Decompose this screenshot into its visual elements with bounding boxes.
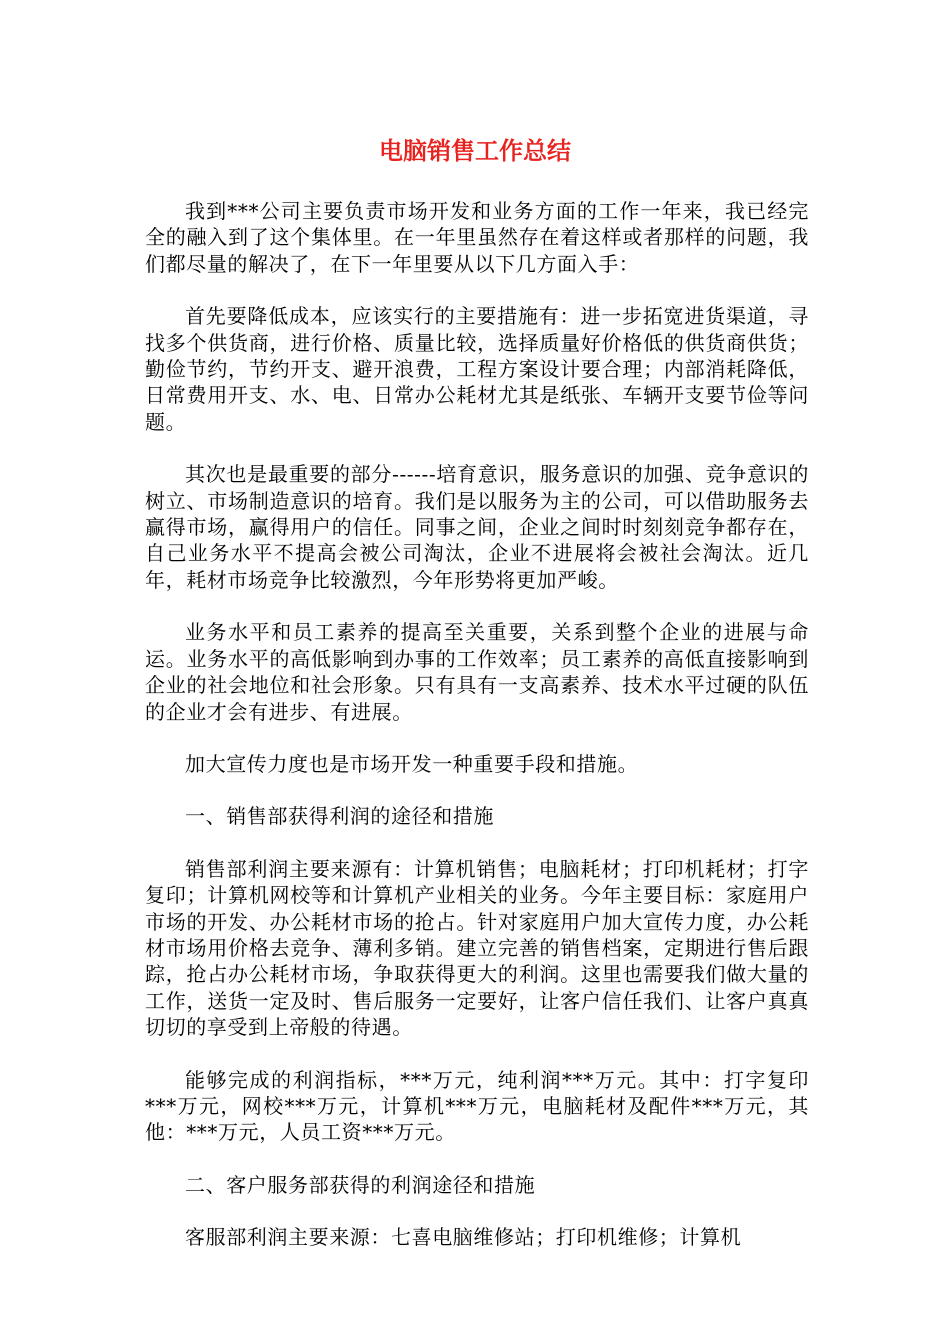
section-heading-service: 二、客户服务部获得的利润途径和措施 [185,1172,536,1197]
paragraph-sales-sources: 销售部利润主要来源有：计算机销售；电脑耗材；打印机耗材；打字复印；计算机网校等和计算机产业相关的业务。今年主要目标：家庭用户市场的开发、办公耗材市场的抢占。针对家庭用户加大宣传力度，办公耗材市场用价格去竞争、薄利多销。建立完善的销售档案，定期进行售后跟踪，抢占办公耗材市场，争取获得更大的利润。这里也需要我们做大量的工作，送货一定及时、售后服务一定要好，让客户信任我们、让客户真真切切的享受到上帝般的待遇。 [145,856,809,1040]
paragraph-intro: 我到***公司主要负责市场开发和业务方面的工作一年来，我已经完全的融入到了这个集体里。在一年里虽然存在着这样或者那样的问题，我们都尽量的解决了，在下一年里要从以下几方面入手： [145,199,809,276]
paragraph-publicity: 加大宣传力度也是市场开发一种重要手段和措施。 [185,751,639,776]
paragraph-awareness: 其次也是最重要的部分------培育意识，服务意识的加强、竞争意识的树立、市场制造意识的培育。我们是以服务为主的公司，可以借助服务去赢得市场，赢得用户的信任。同事之间，企业之间时时刻刻竞争都存在，自己业务水平不提高会被公司淘汰，企业不进展将会被社会淘汰。近几年，耗材市场竞争比较激烈，今年形势将更加严峻。 [145,462,809,592]
paragraph-cost-reduction: 首先要降低成本，应该实行的主要措施有：进一步拓宽进货渠道，寻找多个供货商，进行价格、质量比较，选择质量好价格低的供货商供货；勤俭节约，节约开支、避开浪费，工程方案设计要合理；内部消耗降低，日常费用开支、水、电、日常办公耗材尤其是纸张、车辆开支要节俭等问题。 [145,304,809,434]
paragraph-profit-targets: 能够完成的利润指标，***万元，纯利润***万元。其中：打字复印***万元，网校***万元，计算机***万元，电脑耗材及配件***万元，其他：***万元，人员工资***万元。 [145,1067,809,1145]
paragraph-service-sources: 客服部利润主要来源：七喜电脑维修站；打印机维修；计算机 [185,1225,742,1250]
section-heading-sales: 一、销售部获得利润的途径和措施 [185,804,494,829]
document-body [145,198,809,1277]
paragraph-staff-quality: 业务水平和员工素养的提高至关重要，关系到整个企业的进展与命运。业务水平的高低影响到办事的工作效率；员工素养的高低直接影响到企业的社会地位和社会形象。只有具有一支高素养、技术水平过硬的队伍的企业才会有进步、有进展。 [145,620,809,724]
document-title: 电脑销售工作总结 [379,137,571,165]
